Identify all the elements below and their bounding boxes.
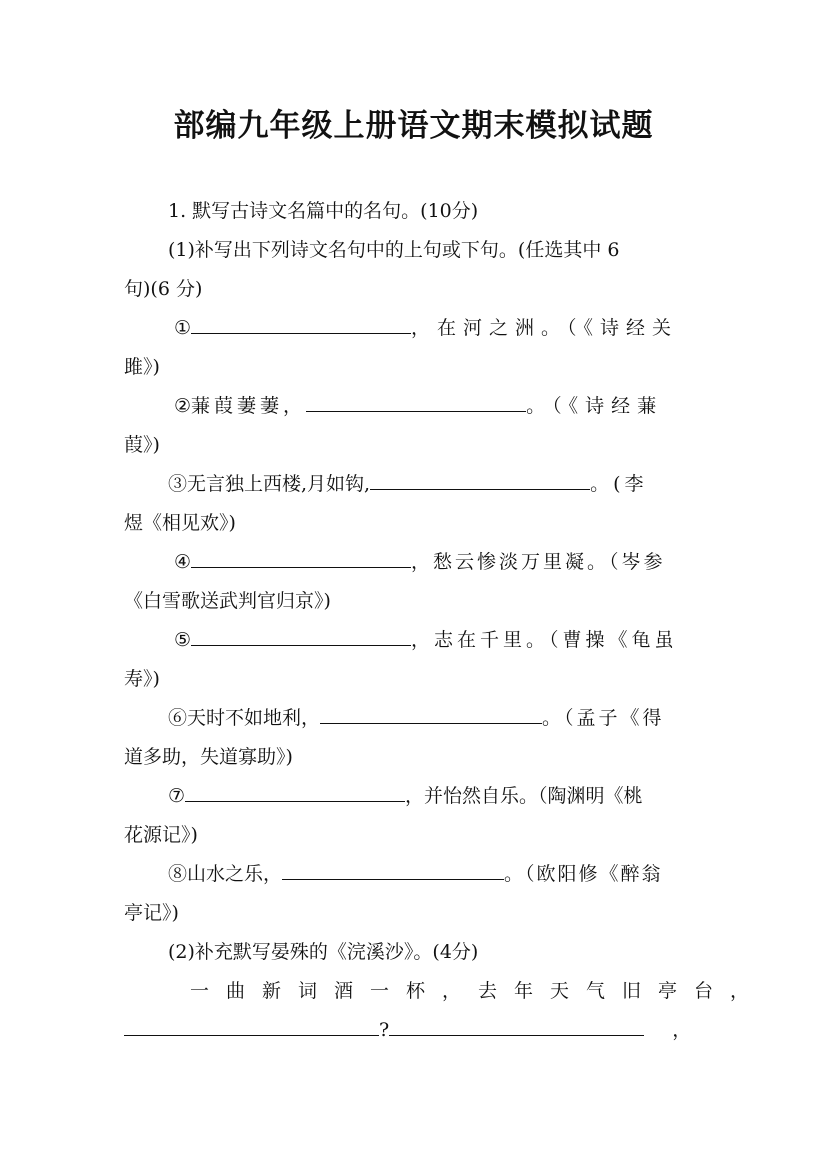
fill-item-6 (168, 705, 702, 731)
item-text-after: ，在河之洲。（《诗经关 (411, 317, 679, 339)
poem-line-1: 一曲新词酒一杯，去年天气旧亭台， (190, 980, 767, 1002)
fill-item-7-wrap: 花源记》) (124, 824, 198, 846)
fill-item-5-wrap: 寿》) (124, 668, 160, 690)
fill-item-2 (174, 393, 702, 419)
fill-item-4 (174, 549, 702, 575)
answer-blank[interactable] (124, 1017, 379, 1036)
fill-item-5 (174, 627, 702, 653)
item-text-before: 蒹葭萋萋， (191, 395, 307, 417)
fill-item-2-wrap: 葭》) (124, 434, 160, 456)
item-text-after: ，愁云惨淡万里凝。（岑参 (411, 551, 666, 573)
answer-blank[interactable] (370, 471, 590, 490)
question-1-heading: 1. 默写古诗文名篇中的名句。(10分) (168, 200, 479, 222)
answer-blank[interactable] (185, 783, 405, 802)
item-text-after: 。(李 (590, 473, 648, 495)
item-text-after: ，并怡然自乐。（陶渊明《桃 (405, 785, 643, 807)
item-text-before: 无言独上西楼,月如钩, (187, 473, 371, 495)
part-1-instruction-continued: 句)(6 分) (124, 278, 203, 300)
answer-blank[interactable] (282, 861, 504, 880)
fill-item-3 (168, 471, 702, 497)
trailing-comma: ， (672, 1019, 692, 1041)
item-number: ⑤ (174, 629, 192, 651)
answer-blank[interactable] (191, 315, 411, 334)
fill-item-6-wrap: 道多助，失道寡助》) (124, 746, 293, 768)
part-2-instruction: (2)补充默写晏殊的《浣溪沙》。(4分) (168, 941, 479, 963)
fill-item-7 (168, 783, 702, 809)
answer-blank[interactable] (320, 705, 542, 724)
item-text-after: 。（《诗经蒹 (526, 395, 664, 417)
fill-item-1-wrap: 雎》) (124, 356, 160, 378)
item-number: ⑥ (168, 707, 188, 729)
item-number: ③ (168, 473, 188, 495)
fill-item-4-wrap: 《白雪歌送武判官归京》) (124, 590, 331, 612)
fill-item-1 (174, 315, 702, 341)
poem-blank-line (124, 1017, 702, 1043)
item-text-before: 山水之乐， (187, 863, 283, 885)
fill-item-3-wrap: 煜《相见欢》) (124, 512, 236, 534)
answer-blank[interactable] (191, 627, 411, 646)
item-number: ④ (174, 551, 192, 573)
item-text-before: 天时不如地利， (187, 707, 321, 729)
item-text-after: 。（欧阳修《醉翁 (504, 863, 663, 885)
item-text-after: 。（孟子《得 (542, 707, 665, 729)
question-mark: ? (379, 1019, 390, 1041)
item-number: ⑧ (168, 863, 188, 885)
answer-blank[interactable] (389, 1017, 644, 1036)
item-number: ① (174, 317, 192, 339)
answer-blank[interactable] (191, 549, 411, 568)
page-title: 部编九年级上册语文期末模拟试题 (173, 108, 654, 144)
fill-item-8 (168, 861, 702, 887)
part-1-instruction-line1: (1)补写出下列诗文名句中的上句或下句。(任选其中 6 (168, 239, 620, 261)
item-number: ② (174, 395, 192, 417)
item-text-after: ，志在千里。（曹操《龟虽 (411, 629, 678, 651)
part-1-instruction (168, 237, 702, 263)
item-number: ⑦ (168, 785, 186, 807)
fill-item-8-wrap: 亭记》) (124, 902, 179, 924)
answer-blank[interactable] (306, 393, 526, 412)
